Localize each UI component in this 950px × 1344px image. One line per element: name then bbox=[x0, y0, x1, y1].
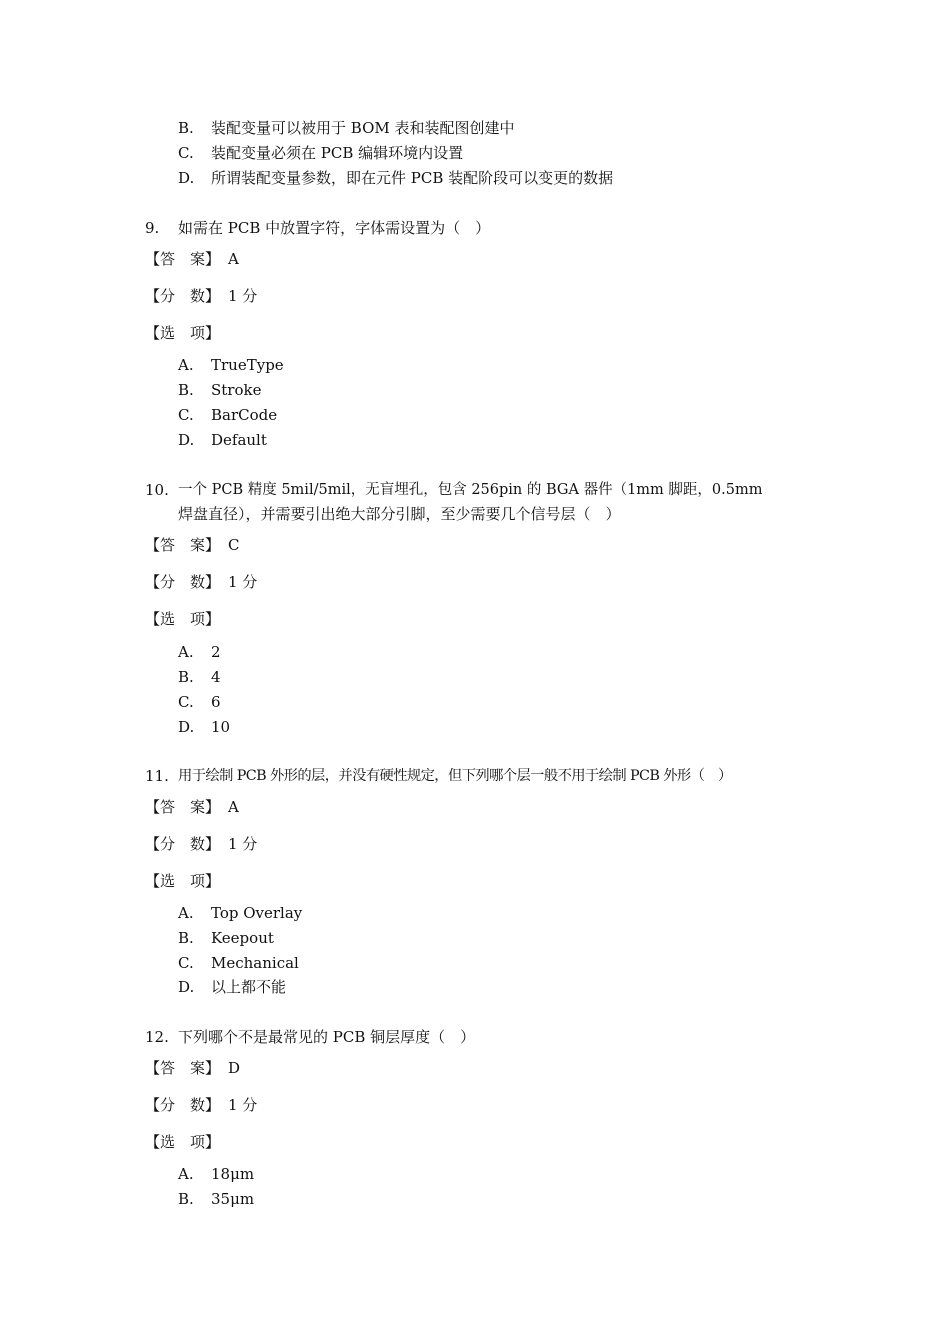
document-page: B. 装配变量可以被用于 BOM 表和装配图创建中 C. 装配变量必须在 PCB 编辑环境内设置 D. 所谓装配变量参数，即在元件 PCB 装配阶段可以变更的数据 9. 如需在 PCB 中放置字符，字体需设置为（ ） 【答 案】 A 【分 数】 1 分 【选 项】 A. TrueType B. Stroke C. BarCode D. Default 10. 一个 PCB 精度 5mil/5mil，无盲埋孔，包含 256pin 的 BGA 器件（1mm 脚距，0.5mm 焊盘直径），并需要引出绝大部分引脚，至少需要几个信号层（ ） 【答 案】 C 【分 数】 1 分 【选 项】 A. 2 B. 4 C. 6 D. 10 11. 用于绘制 PCB 外形的层，并没有硬性规定，但下列哪个层一般不用于绘制 PCB 外形（ ） 【答 案】 A 【分 数】 1 分 【选 项】 A. Top Overlay B. Keepout C. Mechanical D. 以上都不能 12. 下列哪个不是最常见的 PCB 铜层厚度（ ） 【答 案】 D 【分 数】 1 分 【选 项】 A. 18μm B. 35μm bbox=[145, 119, 763, 1208]
